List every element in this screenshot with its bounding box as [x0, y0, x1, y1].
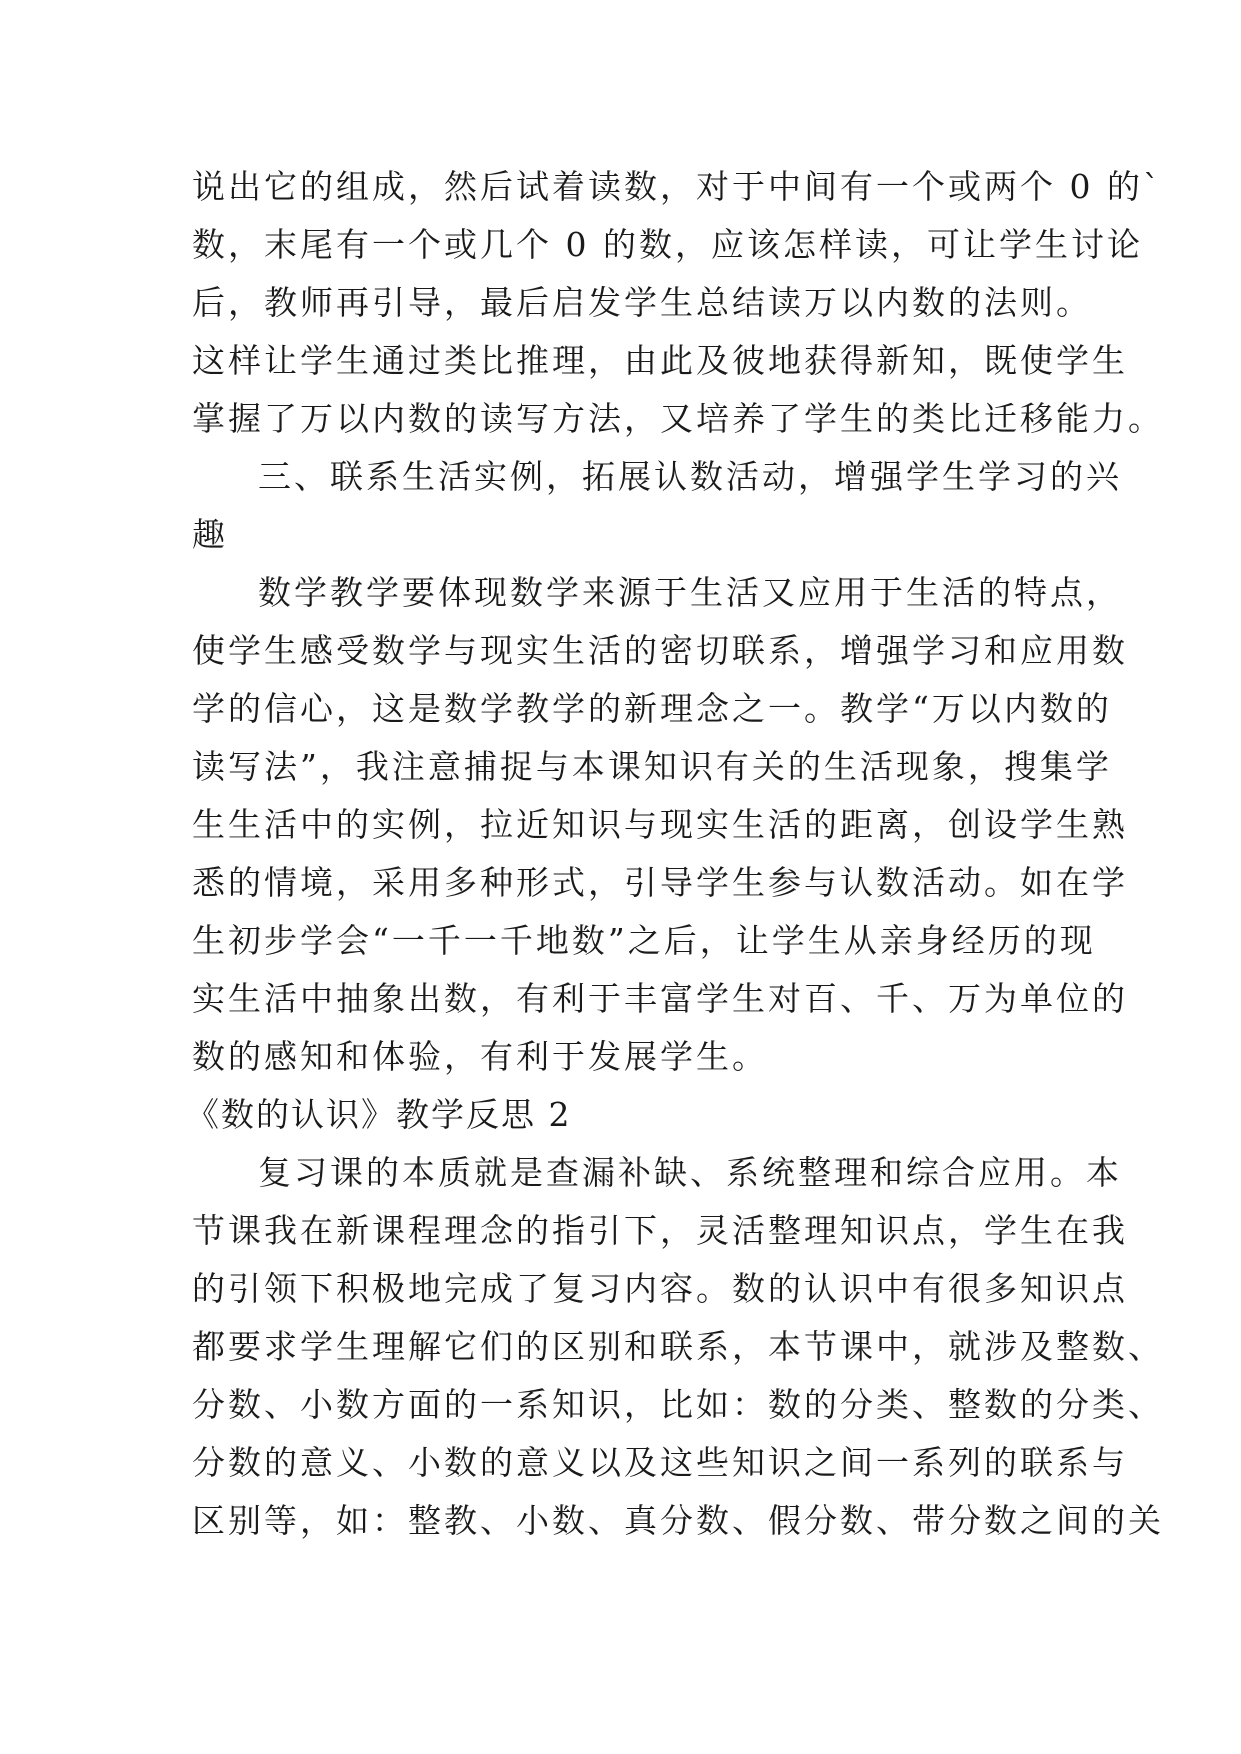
text-line: 后，教师再引导，最后启发学生总结读万以内数的法则。 [192, 283, 1092, 322]
paragraph-start-line: 数学教学要体现数学来源于生活又应用于生活的特点， [258, 573, 1122, 612]
text-line: 实生活中抽象出数，有利于丰富学生对百、千、万为单位的 [192, 979, 1128, 1018]
paragraph-start-line: 复习课的本质就是查漏补缺、系统整理和综合应用。本 [258, 1153, 1122, 1192]
text-line: 这样让学生通过类比推理，由此及彼地获得新知，既使学生 [192, 341, 1128, 380]
text-line: 都要求学生理解它们的区别和联系，本节课中，就涉及整数、 [192, 1327, 1164, 1366]
text-line: 区别等，如：整教、小数、真分数、假分数、带分数之间的关 [192, 1501, 1164, 1540]
text-line: 数，末尾有一个或几个 0 的数，应该怎样读，可让学生讨论 [192, 225, 1143, 264]
text-line: 生初步学会“一千一千地数”之后，让学生从亲身经历的现 [192, 921, 1096, 960]
text-line: 节课我在新课程理念的指引下，灵活整理知识点，学生在我 [192, 1211, 1128, 1250]
text-line: 掌握了万以内数的读写方法，又培养了学生的类比迁移能力。 [192, 399, 1164, 438]
text-line: 读写法”，我注意捕捉与本课知识有关的生活现象，搜集学 [192, 747, 1112, 786]
text-line: 使学生感受数学与现实生活的密切联系，增强学习和应用数 [192, 631, 1128, 670]
section-heading-line: 趣 [192, 515, 228, 554]
text-line: 分数的意义、小数的意义以及这些知识之间一系列的联系与 [192, 1443, 1128, 1482]
text-line: 分数、小数方面的一系知识，比如：数的分类、整数的分类、 [192, 1385, 1164, 1424]
article-title: 《数的认识》教学反思 2 [186, 1095, 572, 1134]
text-line: 生生活中的实例，拉近知识与现实生活的距离，创设学生熟 [192, 805, 1128, 844]
document-body [186, 158, 1164, 1550]
text-line: 数的感知和体验，有利于发展学生。 [192, 1037, 768, 1076]
text-line: 悉的情境，采用多种形式，引导学生参与认数活动。如在学 [192, 863, 1128, 902]
text-line: 说出它的组成，然后试着读数，对于中间有一个或两个 0 的` [192, 167, 1163, 206]
section-heading-line: 三、联系生活实例，拓展认数活动，增强学生学习的兴 [258, 457, 1122, 496]
text-line: 学的信心，这是数学教学的新理念之一。教学“万以内数的 [192, 689, 1112, 728]
text-line: 的引领下积极地完成了复习内容。数的认识中有很多知识点 [192, 1269, 1128, 1308]
